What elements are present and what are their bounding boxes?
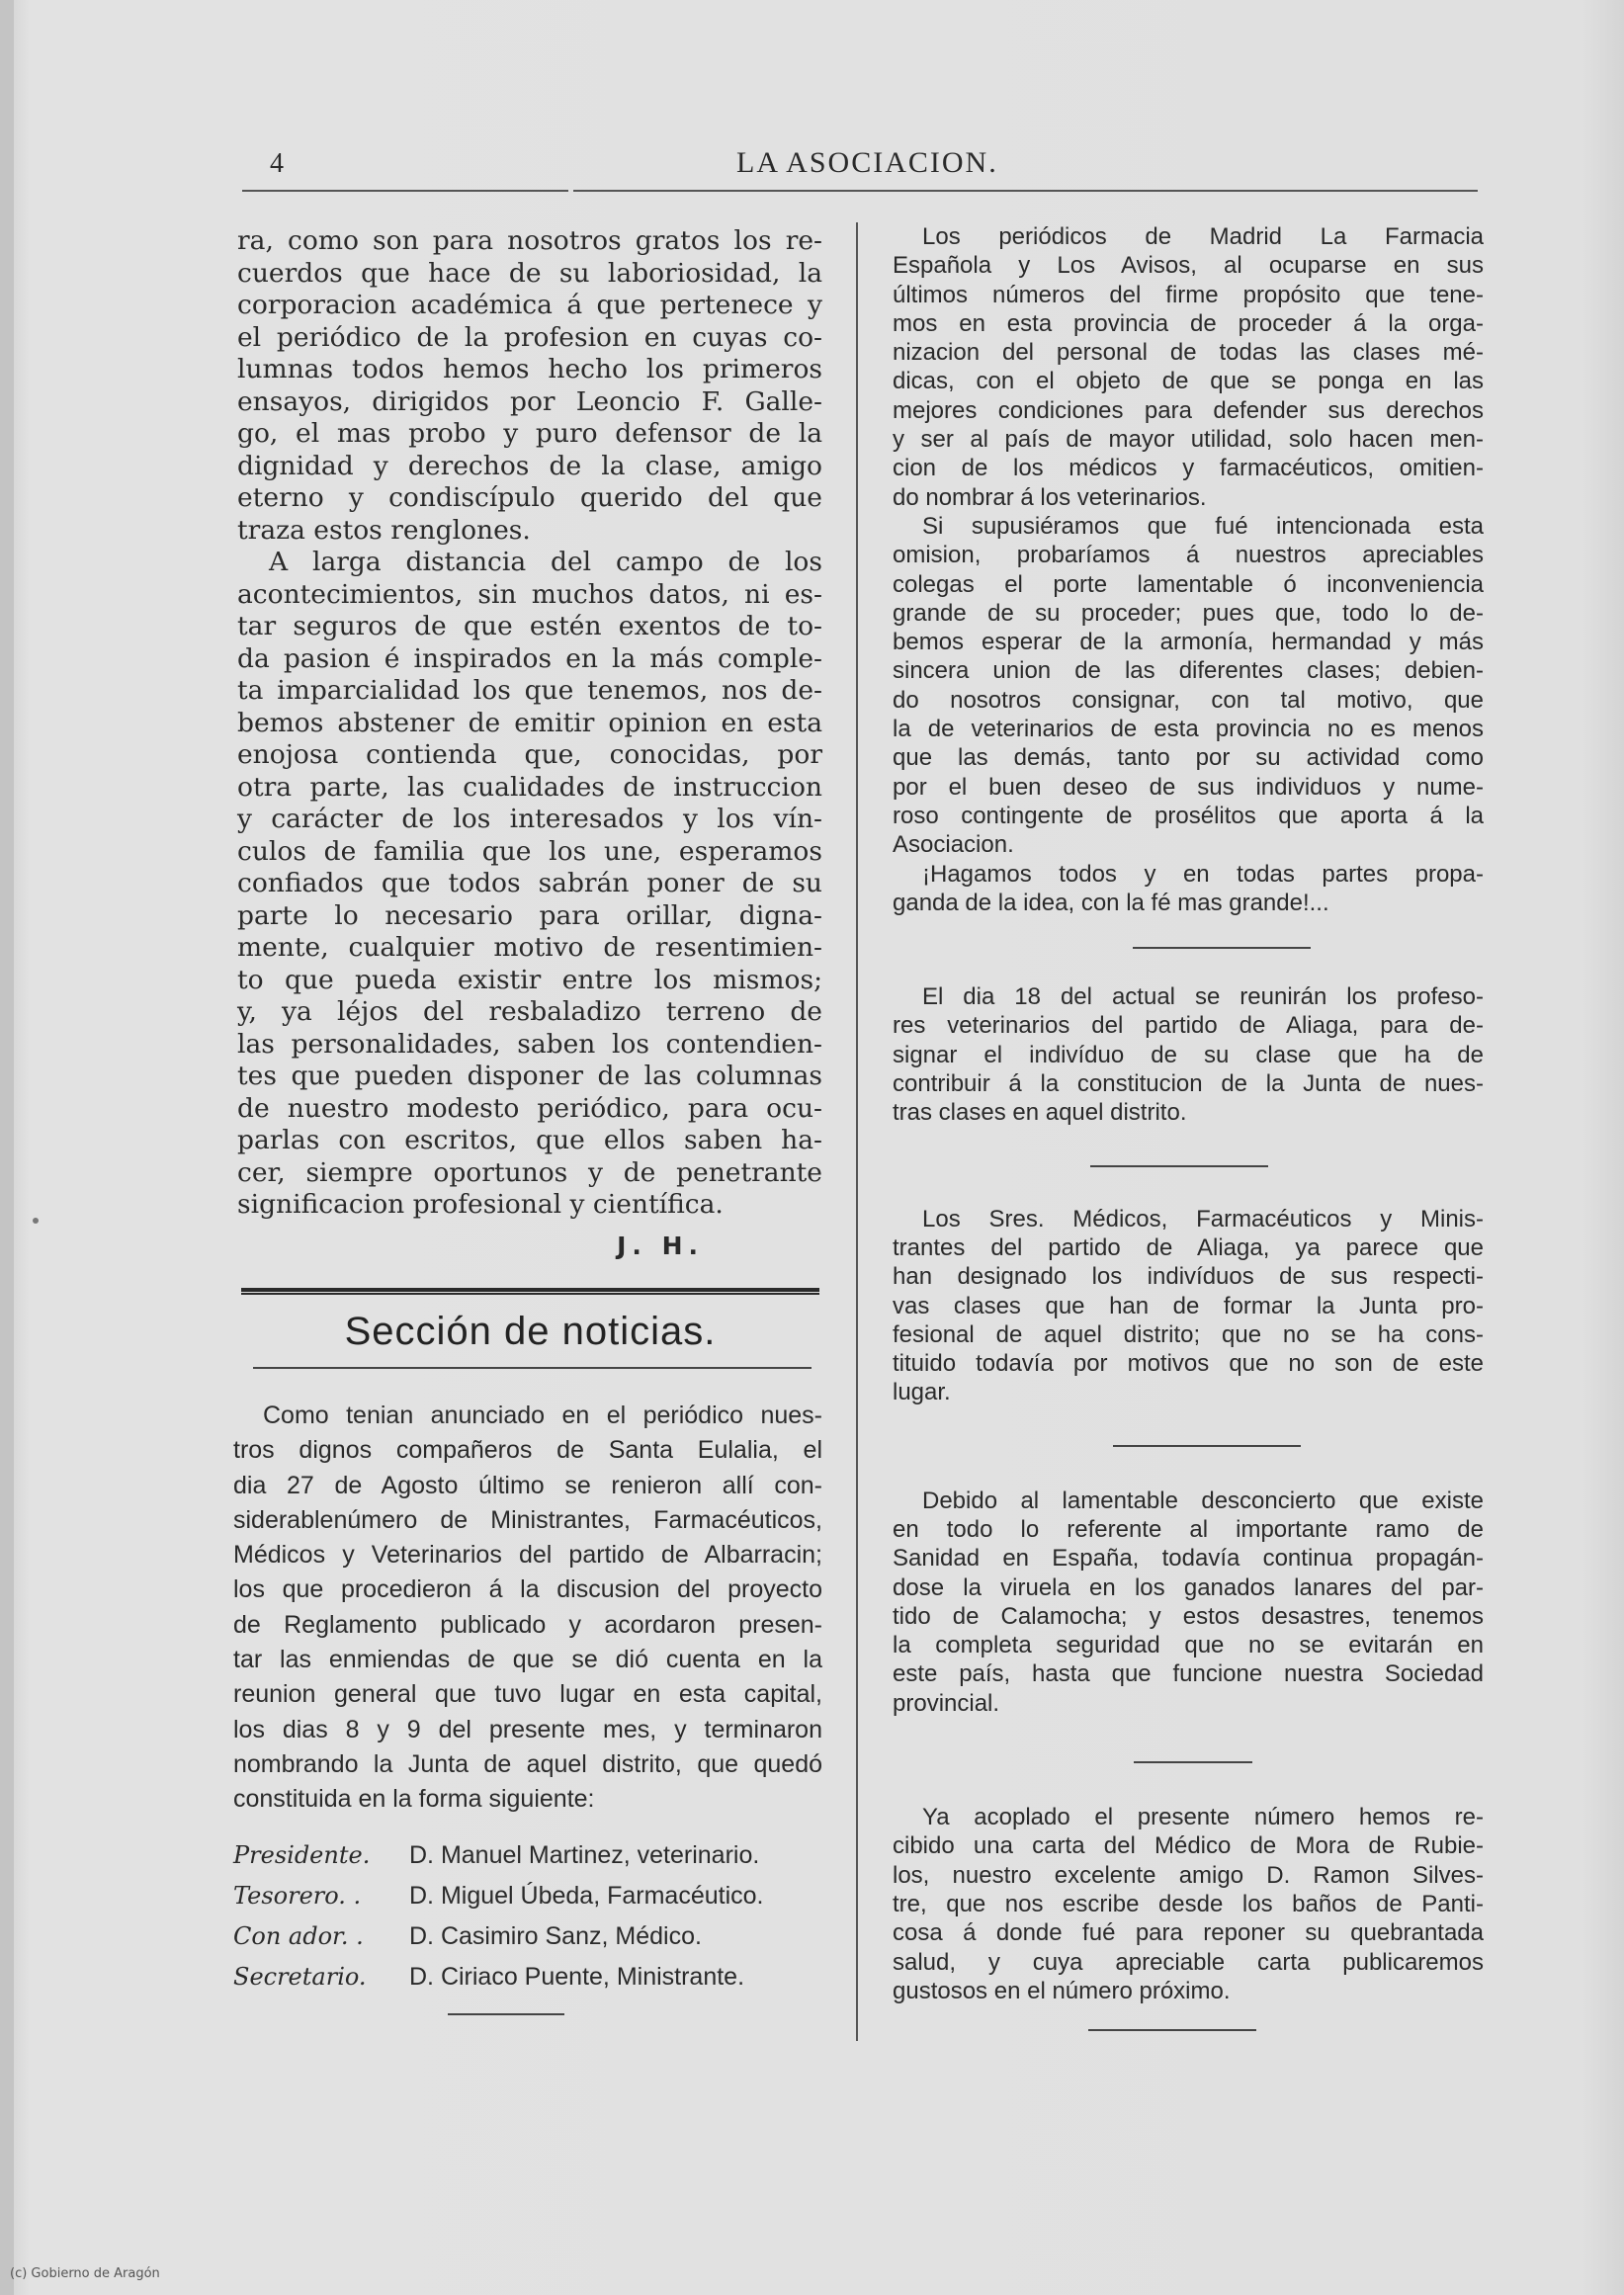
text-line: lugar.	[893, 1379, 951, 1406]
board-role: Con ador. .	[233, 1921, 364, 1950]
board-list	[233, 1835, 822, 1998]
separator-rule	[448, 2013, 564, 2015]
text-line: Sanidad en España, todavía continua propagán-	[893, 1545, 1484, 1572]
text-line: eterno y condiscípulo querido del que	[237, 482, 822, 513]
text-line: parte lo necesario para orillar, digna-	[237, 899, 822, 931]
text-line: cibido una carta del Médico de Mora de Rubie-	[893, 1832, 1484, 1860]
text-line: acontecimientos, sin muchos datos, ni es-	[237, 578, 822, 610]
text-line: signar el indivíduo de su clase que ha de	[893, 1041, 1484, 1068]
text-line: los, nuestro excelente amigo D. Ramon Silves-	[893, 1861, 1484, 1889]
text-line: Debido al lamentable desconcierto que existe	[922, 1487, 1484, 1514]
text-line: este país, hasta que funcione nuestra Sociedad	[893, 1660, 1484, 1688]
text-line: nombrando la Junta de aquel distrito, que quedó	[233, 1749, 822, 1778]
news-item-madrid-periodicals	[893, 222, 1484, 512]
separator-rule	[1133, 947, 1311, 949]
board-member-row	[233, 1835, 822, 1876]
text-line: A larga distancia del campo de los	[269, 547, 822, 577]
text-line: salud, y cuya apreciable carta publicaremos	[893, 1948, 1484, 1976]
text-line: mente, cualquier motivo de resentimien-	[237, 932, 822, 963]
text-line: sincera union de las diferentes clases; debien-	[893, 657, 1484, 685]
board-member-name: D. Ciriaco Puente, Ministrante.	[409, 1962, 745, 1991]
text-line: bemos esperar de la armonía, hermandad y más	[893, 629, 1484, 656]
text-line: El dia 18 del actual se reunirán los profeso-	[922, 983, 1484, 1011]
text-line: contribuir á la constitucion de la Junta de nues-	[893, 1070, 1484, 1098]
news-item-aliaga-veterinarios	[893, 982, 1484, 1127]
text-line: Ya acoplado el presente número hemos re-	[922, 1804, 1484, 1831]
text-line: de nuestro modesto periódico, para ocu-	[237, 1092, 822, 1124]
text-line: la completa seguridad que no se evitarán en	[893, 1632, 1484, 1659]
text-line: Asociacion.	[893, 831, 1014, 859]
page-number: 4	[270, 148, 284, 179]
text-line: parlas con escritos, que ellos saben ha-	[237, 1125, 822, 1155]
text-line: Como tenian anunciado en el periódico nues-	[263, 1402, 822, 1429]
text-line: corporacion académica á que pertenece y	[237, 290, 822, 320]
text-line: tar seguros de que estén exentos de to-	[237, 611, 822, 641]
board-member-row	[233, 1876, 822, 1916]
news-item-aliaga-junta	[893, 1205, 1484, 1407]
text-line: significacion profesional y científica.	[237, 1189, 724, 1220]
text-line: tros dignos compañeros de Santa Eulalia, el	[233, 1436, 822, 1465]
text-line: trantes del partido de Aliaga, ya parece que	[893, 1233, 1484, 1261]
text-line: roso contingente de prosélitos que aporta á la	[893, 802, 1484, 829]
copyright-credit: (c) Gobierno de Aragón	[10, 2266, 160, 2281]
text-line: Médicos y Veterinarios del partido de Albarracin;	[233, 1541, 822, 1570]
column-divider	[856, 222, 858, 2041]
text-line: grande de su proceder; pues que, todo lo de-	[893, 599, 1484, 627]
news-item-carta-mora	[893, 1803, 1484, 2005]
text-line: cer, siempre oportunos y de penetrante	[237, 1156, 822, 1188]
text-line: provincial.	[893, 1689, 1000, 1717]
board-role: Secretario.	[233, 1962, 367, 1991]
text-line: colegas el porte lamentable ó inconveniencia	[893, 570, 1484, 598]
text-line: cion de los médicos y farmacéuticos, omitien-	[893, 455, 1484, 482]
separator-rule	[1113, 1445, 1301, 1447]
text-line: nizacion del personal de todas las clases mé-	[893, 339, 1484, 367]
news-paragraph	[893, 512, 1484, 860]
text-line: tras clases en aquel distrito.	[893, 1099, 1187, 1127]
text-line: últimos números del firme propósito que tene-	[893, 281, 1484, 308]
text-line: ensayos, dirigidos por Leoncio F. Galle-	[237, 385, 822, 417]
board-member-row	[233, 1916, 822, 1957]
text-line: Los Sres. Médicos, Farmacéuticos y Minis-	[922, 1205, 1484, 1232]
article-continuation	[237, 225, 822, 1260]
text-line: cuerdos que hace de su laboriosidad, la	[237, 257, 822, 289]
separator-rule	[1134, 1761, 1252, 1763]
text-line: bemos abstener de emitir opinion en esta	[237, 707, 822, 738]
news-item-santa-eulalia	[233, 1399, 822, 2015]
text-line: culos de familia que los une, esperamos	[237, 835, 822, 867]
news-item-viruela	[893, 1487, 1484, 1718]
ink-blot	[33, 1218, 39, 1224]
section-header	[241, 1288, 819, 1369]
text-line: tituido todavía por motivos que no son de este	[893, 1350, 1484, 1378]
text-line: que las demás, tanto por su actividad como	[893, 744, 1484, 772]
text-line: confiados que todos sabrán poner de su	[237, 868, 822, 898]
page-edge-shadow	[0, 0, 14, 2295]
text-line: Los periódicos de Madrid La Farmacia	[922, 223, 1484, 250]
text-line: fesional de aquel distrito; que no se ha cons-	[893, 1320, 1484, 1348]
news-paragraph	[893, 860, 1484, 918]
text-line: tar las enmiendas de que se dió cuenta en la	[233, 1646, 822, 1674]
text-line: vas clases que han de formar la Junta pro-	[893, 1292, 1484, 1319]
text-line: tre, que nos escribe desde los baños de Panti-	[893, 1890, 1484, 1917]
text-line: dose la viruela en los ganados lanares del par-	[893, 1573, 1484, 1601]
text-line: go, el mas probo y puro defensor de la	[237, 418, 822, 449]
section-title: Sección de noticias.	[344, 1310, 717, 1353]
text-line: mejores condiciones para defender sus derechos	[893, 396, 1484, 424]
header-rule	[242, 190, 568, 192]
text-line: ra, como son para nosotros gratos los re-	[237, 225, 822, 256]
text-line: enojosa contienda que, conocidas, por	[237, 739, 822, 770]
author-signature: J. H.	[617, 1231, 704, 1260]
text-line: siderablenúmero de Ministrantes, Farmacéuticos,	[233, 1505, 822, 1534]
text-line: los que procedieron á la discusion del proyecto	[233, 1575, 822, 1604]
text-line: otra parte, las cualidades de instruccion	[237, 771, 822, 803]
text-line: Si supusiéramos que fué intencionada esta	[922, 512, 1484, 540]
text-line: el periódico de la profesion en cuyas co-	[237, 321, 822, 353]
text-line: y, ya léjos del resbaladizo terreno de	[237, 996, 822, 1027]
text-line: y carácter de los interesados y los vín-	[237, 804, 822, 834]
text-line: y ser al país de mayor utilidad, solo hacen men-	[893, 426, 1484, 454]
text-line: de Reglamento publicado y acordaron presen-	[233, 1610, 822, 1639]
news-paragraph	[233, 1399, 822, 1818]
text-line: do nombrar á los veterinarios.	[893, 483, 1207, 511]
section-rule	[241, 1288, 819, 1295]
board-role: Presidente.	[233, 1840, 371, 1869]
text-line: las personalidades, saben los contendien-	[237, 1028, 822, 1060]
section-rule	[253, 1367, 812, 1369]
text-line: dia 27 de Agosto último se renieron allí con-	[233, 1471, 822, 1499]
separator-rule	[1090, 1165, 1268, 1167]
text-line: dicas, con el objeto de que se ponga en las	[893, 368, 1484, 395]
text-line: do nosotros consignar, con tal motivo, que	[893, 686, 1484, 714]
text-line: han designado los indivíduos de sus respecti-	[893, 1263, 1484, 1291]
text-line: to que pueda existir entre los mismos;	[237, 964, 822, 995]
text-line: reunion general que tuvo lugar en esta capital,	[233, 1680, 822, 1709]
text-line: tido de Calamocha; y estos desastres, tenemos	[893, 1602, 1484, 1630]
separator-rule	[1088, 2029, 1256, 2031]
board-member-row	[233, 1957, 822, 1998]
text-line: mos en esta provincia de proceder á la orga-	[893, 309, 1484, 337]
text-line: los dias 8 y 9 del presente mes, y terminaron	[233, 1715, 822, 1743]
board-member-name: D. Manuel Martinez, veterinario.	[409, 1840, 760, 1869]
text-line: traza estos renglones.	[237, 514, 531, 546]
text-line: dignidad y derechos de la clase, amigo	[237, 450, 822, 481]
text-line: Española y Los Avisos, al ocuparse en sus	[893, 252, 1484, 280]
running-title: LA ASOCIACION.	[736, 146, 998, 179]
page-header	[242, 138, 1478, 188]
text-line: lumnas todos hemos hecho los primeros	[237, 354, 822, 384]
text-line: la de veterinarios de esta provincia no es menos	[893, 716, 1484, 743]
text-line: ¡Hagamos todos y en todas partes propa-	[922, 860, 1484, 888]
board-member-name: D. Miguel Úbeda, Farmacéutico.	[409, 1881, 764, 1910]
board-role: Tesorero. .	[233, 1881, 362, 1910]
text-line: gustosos en el número próximo.	[893, 1977, 1231, 2004]
text-line: constituida en la forma siguiente:	[233, 1785, 595, 1814]
text-line: res veterinarios del partido de Aliaga, para de-	[893, 1012, 1484, 1040]
text-line: en todo lo referente al importante ramo de	[893, 1515, 1484, 1543]
text-line: ta imparcialidad los que tenemos, nos de-	[237, 675, 822, 706]
text-line: cosa á donde fué para reponer su quebrantada	[893, 1919, 1484, 1947]
board-member-name: D. Casimiro Sanz, Médico.	[409, 1921, 702, 1950]
right-column	[893, 222, 1484, 2031]
text-line: por el buen deseo de sus individuos y nume-	[893, 773, 1484, 801]
text-line: ganda de la idea, con la fé mas grande!...	[893, 889, 1329, 916]
text-line: tes que pueden disponer de las columnas	[237, 1061, 822, 1091]
text-line: omision, probaríamos á nuestros apreciables	[893, 542, 1484, 569]
text-line: da pasion é inspirados en la más comple-	[237, 642, 822, 674]
header-rule	[573, 190, 1478, 192]
